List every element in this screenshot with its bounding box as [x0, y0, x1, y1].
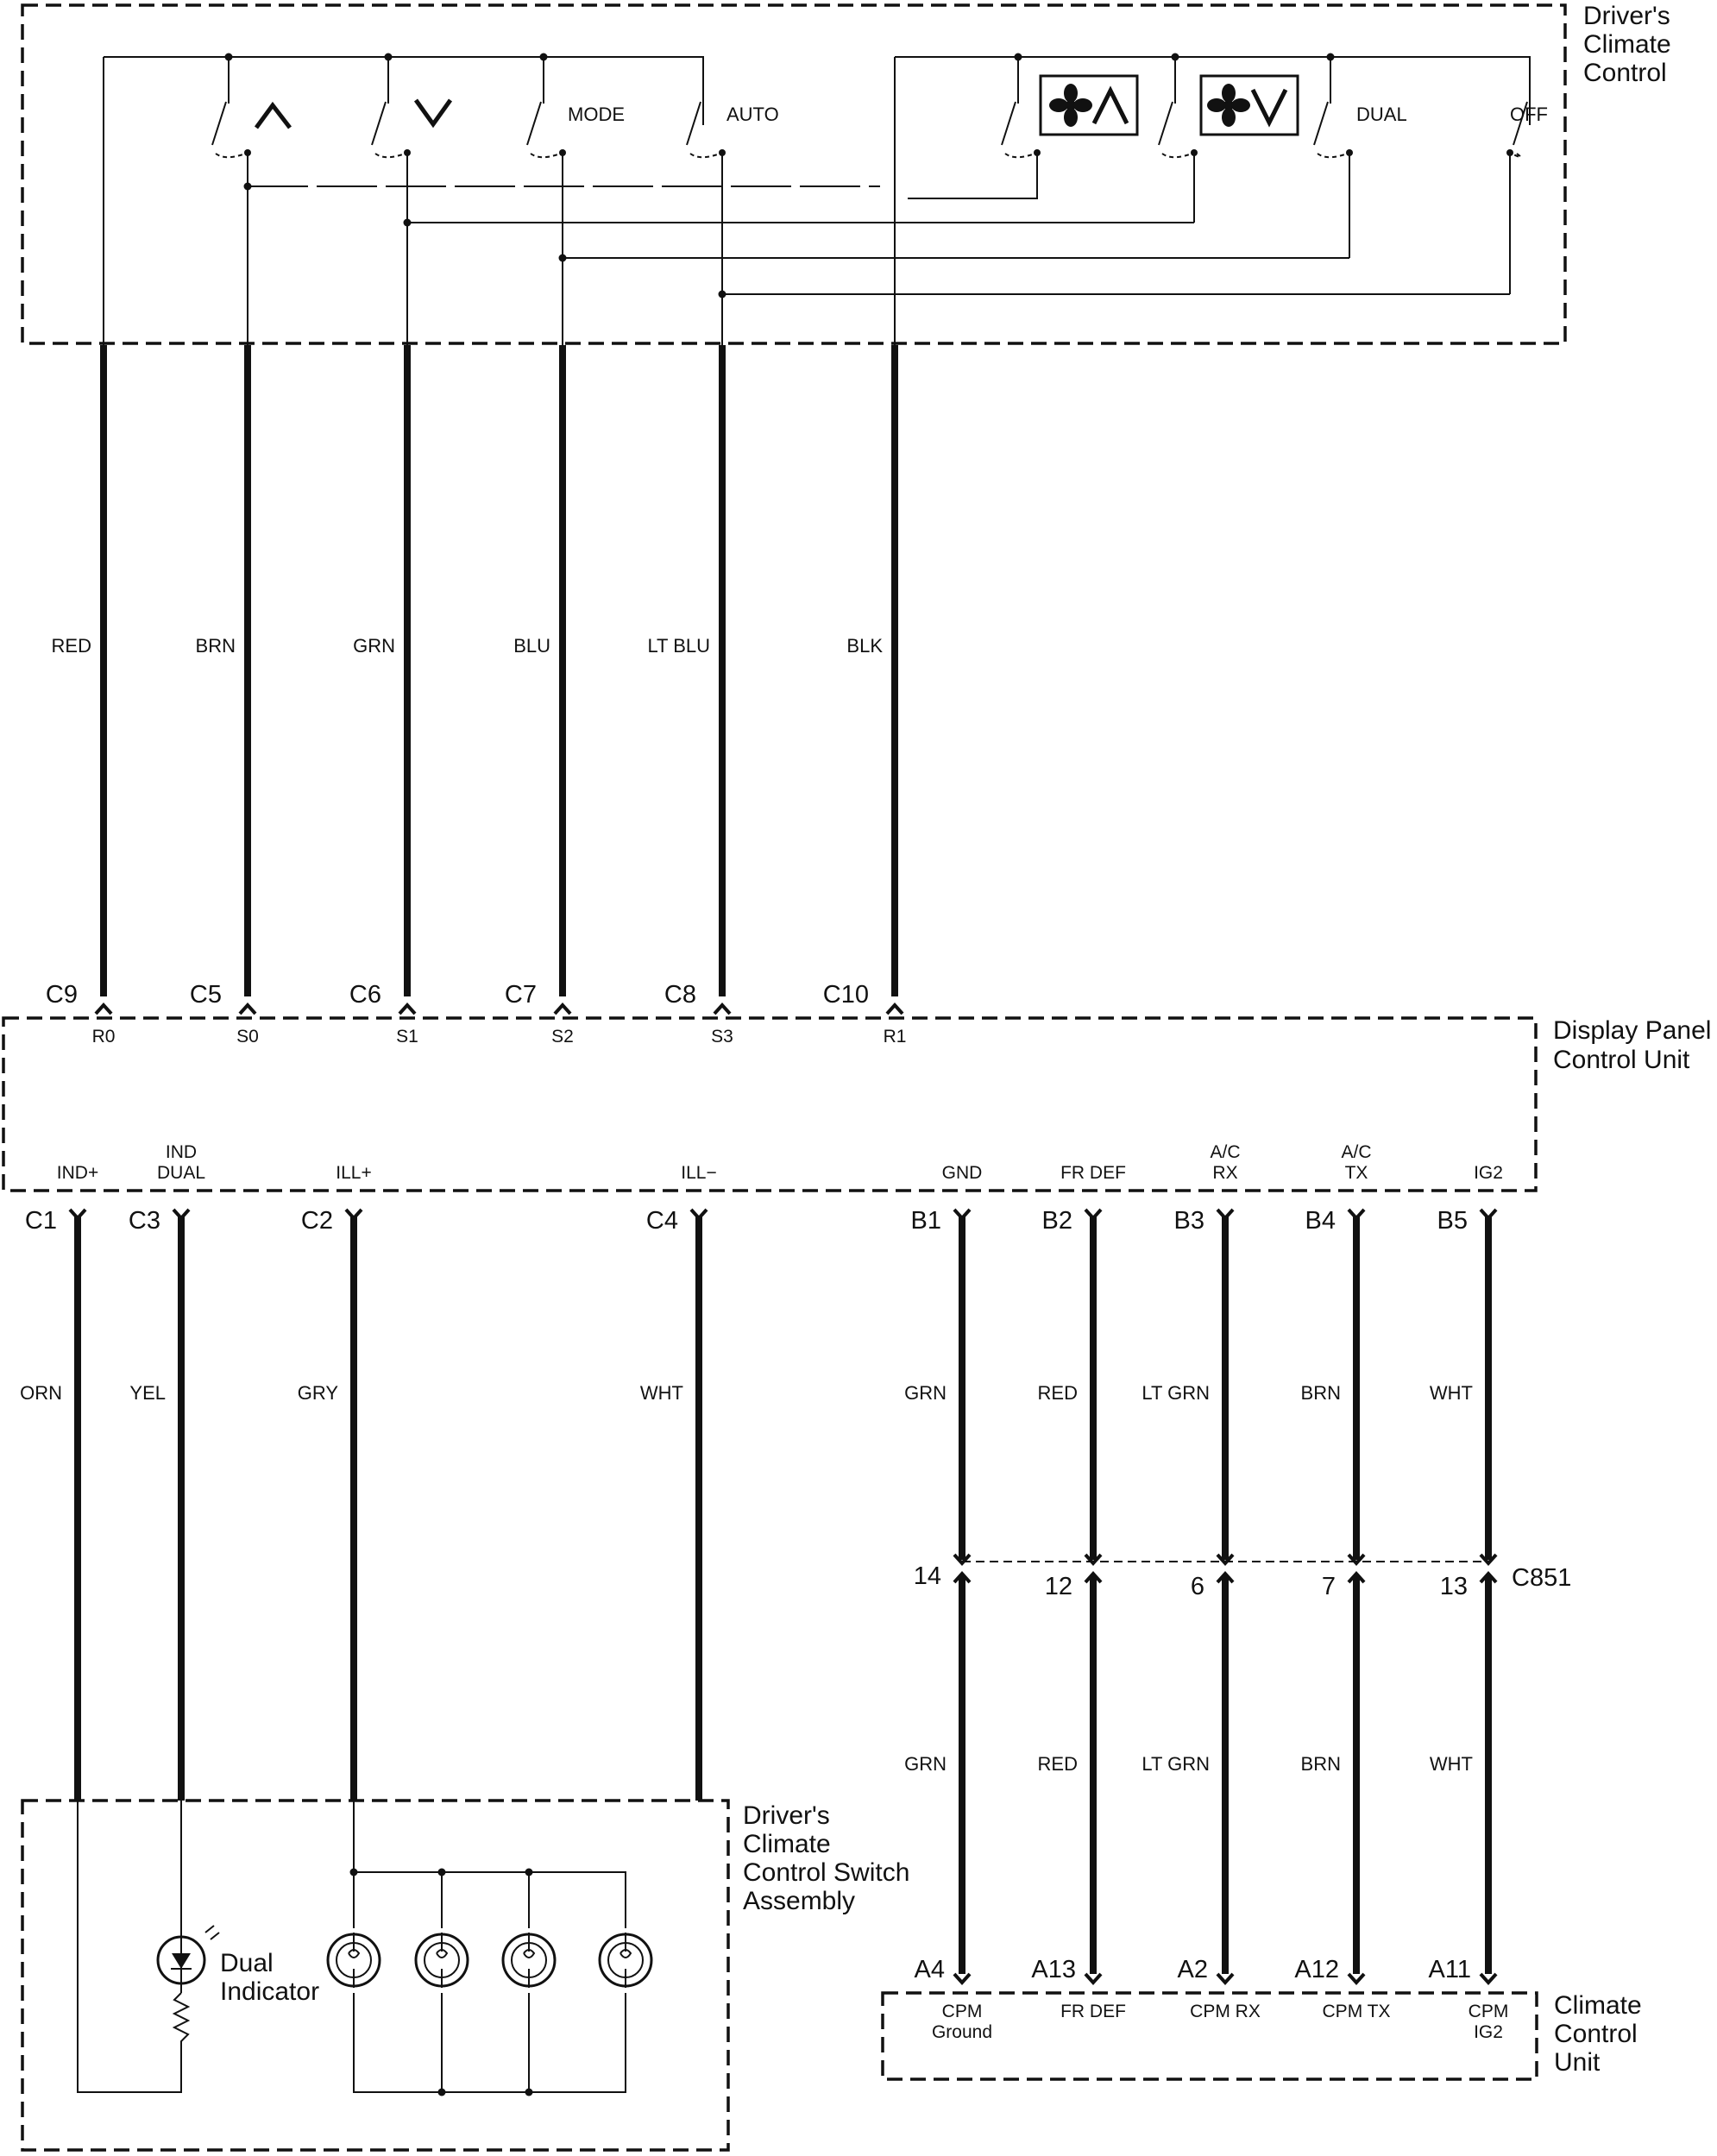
ccu-pin-A4-line2: Ground [931, 2022, 993, 2042]
lower-wire-color-B1: GRN [904, 1382, 947, 1404]
switch-off [1506, 102, 1548, 294]
ccu-connector-A11: A11 [1428, 1956, 1471, 1983]
lower-connector-C3: C3 [128, 1207, 160, 1235]
dcc-title-line2: Climate [1583, 30, 1671, 59]
c851-pin-12: 12 [1044, 1573, 1072, 1600]
ccu-terminal-A11-icon [1481, 1974, 1496, 1983]
dcc-title-line3: Control [1583, 59, 1667, 87]
switch-mode [527, 53, 625, 346]
illumination-bulb-3-icon [503, 1933, 555, 1988]
switch-assembly-title-line2: Climate [743, 1830, 831, 1858]
off-switch-label: OFF [1510, 104, 1548, 125]
dual-indicator-led-icon [158, 1926, 219, 1984]
lower-right-wire-harness [904, 1142, 1508, 2042]
switch-assembly-title-line4: Assembly [743, 1887, 856, 1915]
mode-switch-label: MODE [568, 104, 625, 125]
lower-wire-color-C3: YEL [129, 1382, 166, 1404]
upper-wire-color-C8: LT BLU [647, 635, 710, 657]
upper-wire-color-C5: BRN [195, 635, 236, 657]
ccu-terminal-A2-icon [1217, 1974, 1233, 1983]
lower-wire-color-C1: ORN [20, 1382, 62, 1404]
lower-connector-B4: B4 [1305, 1207, 1336, 1235]
ccu-connector-A13: A13 [1031, 1956, 1076, 1983]
upper-terminal-C8-icon [714, 1005, 730, 1014]
upper-wire-color-C6: GRN [353, 635, 395, 657]
upper-wire-color-C7: BLU [513, 635, 550, 657]
dual-switch-label: DUAL [1356, 104, 1407, 125]
upper-terminal-C10-icon [887, 1005, 903, 1014]
dcc-title-line1: Driver's [1583, 2, 1670, 30]
upper-pin-S3: S3 [711, 1027, 733, 1047]
ccu-terminal-A13-icon [1085, 1974, 1101, 1983]
lower-wire-color2-A12: BRN [1300, 1753, 1341, 1775]
lower-wire-color2-A13: RED [1037, 1753, 1078, 1775]
resistor-icon [174, 1993, 188, 2053]
ccu-terminal-A4-icon [954, 1974, 970, 1983]
ccu-connector-A12: A12 [1294, 1956, 1339, 1983]
dpcu-pin-B5-line1: IG2 [1474, 1163, 1503, 1183]
upper-pin-S1: S1 [396, 1027, 418, 1047]
lower-wire-color-B3: LT GRN [1142, 1382, 1210, 1404]
dpcu-pin-C3-line2: DUAL [156, 1163, 206, 1183]
dpcu-pin-B2-line1: FR DEF [1060, 1163, 1126, 1183]
upper-connector-C10: C10 [822, 981, 869, 1009]
ccu-connector-A2: A2 [1177, 1956, 1208, 1983]
switch-assembly-title-line3: Control Switch [743, 1858, 910, 1887]
switch-dual [1314, 53, 1407, 259]
upper-wire-harness [46, 345, 907, 1047]
c851-pin-7: 7 [1321, 1573, 1336, 1600]
ccu-title-line3: Unit [1554, 2048, 1601, 2077]
illumination-bulb-1-icon [328, 1933, 380, 1988]
dpcu-pin-B3-line2: RX [1212, 1163, 1238, 1183]
lower-wire-color-C2: GRY [297, 1382, 338, 1404]
dpcu-pin-B3-line1: A/C [1210, 1142, 1241, 1162]
ccu-title-line1: Climate [1554, 1991, 1642, 2020]
lower-wire-color-C4: WHT [639, 1382, 683, 1404]
upper-pin-S2: S2 [551, 1027, 574, 1047]
lower-connector-B3: B3 [1173, 1207, 1204, 1235]
switch-down [372, 53, 450, 346]
lower-connector-C4: C4 [645, 1207, 678, 1235]
up-arrow-icon [256, 105, 290, 128]
dpcu-pin-C4-line1: ILL− [681, 1163, 717, 1183]
dpcu-pin-B4-line1: A/C [1341, 1142, 1372, 1162]
fan-down-icon [1201, 76, 1298, 135]
upper-connector-C8: C8 [664, 981, 696, 1009]
upper-wire-color-C9: RED [51, 635, 91, 657]
lower-left-wire-harness [20, 1142, 717, 1801]
dpcu-title-line2: Control Unit [1553, 1046, 1690, 1074]
lower-wire-color2-A4: GRN [904, 1753, 947, 1775]
lower-connector-B2: B2 [1041, 1207, 1072, 1235]
illumination-bulb-2-icon [416, 1933, 468, 1988]
lower-connector-C1: C1 [24, 1207, 57, 1235]
upper-connector-C5: C5 [189, 981, 222, 1009]
dpcu-pin-C1-line1: IND+ [56, 1163, 99, 1183]
switch-fan-down [1159, 53, 1298, 223]
upper-connector-C7: C7 [504, 981, 537, 1009]
dpcu-pin-B4-line2: TX [1344, 1163, 1368, 1183]
lower-wire-color2-A11: WHT [1429, 1753, 1473, 1775]
drivers-climate-control-switch-assembly [22, 1801, 909, 2150]
upper-terminal-C5-icon [240, 1005, 255, 1014]
display-panel-control-unit [3, 1016, 1711, 1191]
ccu-pin-A11-line2: IG2 [1474, 2022, 1503, 2042]
c851-pin-14: 14 [913, 1562, 941, 1590]
ccu-pin-A2-line1: CPM RX [1190, 2002, 1261, 2021]
upper-wire-color-C10: BLK [846, 635, 883, 657]
lower-wire-color2-A2: LT GRN [1142, 1753, 1210, 1775]
switch-up [212, 53, 290, 346]
upper-connector-C9: C9 [45, 981, 78, 1009]
switch-matrix-lines [244, 183, 1511, 299]
switch-fan-up [1002, 53, 1137, 199]
dpcu-title-line1: Display Panel [1553, 1016, 1712, 1045]
ccu-pin-A4-line1: CPM [941, 2002, 983, 2021]
c851-label: C851 [1512, 1564, 1572, 1592]
upper-terminal-C6-icon [399, 1005, 415, 1014]
c851-pin-13: 13 [1439, 1573, 1468, 1600]
lower-wire-color-B5: WHT [1429, 1382, 1473, 1404]
dpcu-pin-C3-line1: IND [165, 1142, 198, 1162]
dpcu-dashed-box [3, 1018, 1536, 1191]
ccu-pin-A11-line1: CPM [1468, 2002, 1509, 2021]
ccu-connector-A4: A4 [914, 1956, 945, 1983]
upper-terminal-C9-icon [96, 1005, 111, 1014]
fan-up-icon [1041, 76, 1137, 135]
down-arrow-icon [416, 100, 450, 124]
upper-pin-R0: R0 [91, 1027, 116, 1047]
ccu-terminal-A12-icon [1349, 1974, 1364, 1983]
dpcu-pin-C2-line1: ILL+ [336, 1163, 372, 1183]
right-common-bus [895, 57, 1530, 125]
drivers-climate-control [22, 2, 1671, 345]
dual-indicator-line2: Indicator [220, 1977, 320, 2006]
ccu-title-line2: Control [1554, 2020, 1638, 2048]
ccu-pin-A12-line1: CPM TX [1322, 2002, 1391, 2021]
dual-indicator-line1: Dual [220, 1949, 274, 1977]
switch-assembly-title-line1: Driver's [743, 1801, 830, 1830]
lower-connector-B5: B5 [1437, 1207, 1468, 1235]
upper-pin-R1: R1 [883, 1027, 907, 1047]
upper-connector-C6: C6 [349, 981, 381, 1009]
lower-connector-B1: B1 [910, 1207, 941, 1235]
illumination-bulb-4-icon [600, 1933, 651, 1988]
lower-connector-C2: C2 [300, 1207, 333, 1235]
lower-wire-color-B2: RED [1037, 1382, 1078, 1404]
ccu-pin-A13-line1: FR DEF [1060, 2002, 1126, 2021]
auto-switch-label: AUTO [726, 104, 779, 125]
upper-pin-S0: S0 [236, 1027, 259, 1047]
dpcu-pin-B1-line1: GND [941, 1163, 983, 1183]
upper-terminal-C7-icon [555, 1005, 570, 1014]
lower-wire-color-B4: BRN [1300, 1382, 1341, 1404]
c851-pin-6: 6 [1190, 1573, 1204, 1600]
climate-control-unit [883, 1991, 1642, 2079]
